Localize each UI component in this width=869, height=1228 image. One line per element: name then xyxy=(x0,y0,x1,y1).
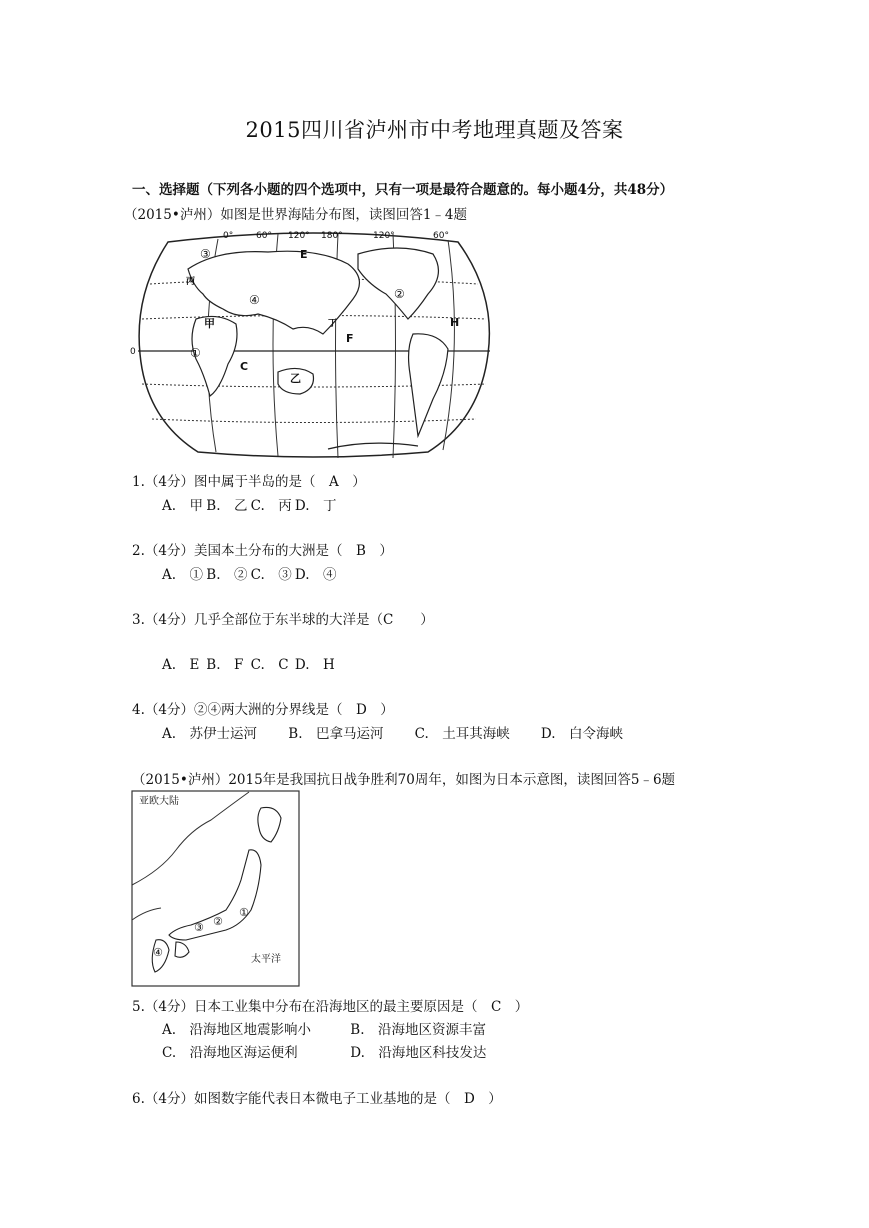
degree-label: 0° xyxy=(223,231,234,241)
region-label-jia: 甲 xyxy=(204,317,215,330)
question-3-stem: 3.（4分）几乎全部位于东半球的大洋是（C ） xyxy=(132,612,434,628)
question-4-stem: 4.（4分）②④两大洲的分界线是（ D ） xyxy=(132,702,394,718)
degree-label: 180° xyxy=(321,231,343,241)
option[interactable]: D. ④ xyxy=(294,567,337,583)
site-number-3: ③ xyxy=(194,921,204,934)
option[interactable]: D. H xyxy=(294,657,335,673)
option[interactable]: B. ② xyxy=(206,567,248,583)
site-number-2: ② xyxy=(213,915,223,928)
question-2-stem: 2.（4分）美国本土分布的大洲是（ B ） xyxy=(132,543,393,559)
continent-number-4: ④ xyxy=(249,293,260,307)
degree-label: 120° xyxy=(373,231,395,241)
option[interactable]: D. 丁 xyxy=(294,498,337,514)
ocean-label-h: H xyxy=(450,316,460,329)
option[interactable]: B. 巴拿马运河 xyxy=(288,726,384,742)
option[interactable]: D. 沿海地区科技发达 xyxy=(350,1045,487,1061)
section-heading: 一、选择题（下列各小题的四个选项中，只有一项是最符合题意的。每小题4分，共48分） xyxy=(132,182,674,198)
region-label-bing: 丙 xyxy=(186,277,196,287)
option[interactable]: C. 土耳其海峡 xyxy=(414,726,510,742)
option[interactable]: A. E xyxy=(162,657,200,673)
world-map xyxy=(128,224,498,464)
japan-map xyxy=(131,790,301,988)
ocean-label-e: E xyxy=(300,248,308,261)
option[interactable]: C. 沿海地区海运便利 xyxy=(162,1045,298,1061)
label-pacific: 太平洋 xyxy=(251,954,281,965)
question-1-stem: 1.（4分）图中属于半岛的是（ A ） xyxy=(132,474,366,490)
option[interactable]: C. C xyxy=(250,657,289,673)
intro-text-1: （2015•泸州）如图是世界海陆分布图，读图回答1﹣4题 xyxy=(124,207,467,223)
equator-label: 0 xyxy=(130,347,136,357)
question-1-options xyxy=(162,494,335,514)
site-number-1: ① xyxy=(239,906,249,919)
question-6-stem: 6.（4分）如图数字能代表日本微电子工业基地的是（ D ） xyxy=(132,1091,502,1107)
question-2-options xyxy=(162,563,335,583)
option[interactable]: A. 甲 xyxy=(162,498,204,514)
ocean-label-c: C xyxy=(240,360,249,373)
option[interactable]: B. 沿海地区资源丰富 xyxy=(350,1022,487,1038)
intro-text-2: （2015•泸州）2015年是我国抗日战争胜利70周年，如图为日本示意图，读图回答5﹣6题 xyxy=(132,772,676,788)
option[interactable]: C. 丙 xyxy=(250,498,292,514)
continent-number-3: ③ xyxy=(200,247,211,261)
degree-label: 120° xyxy=(288,231,310,241)
region-label-ding: 丁 xyxy=(328,319,338,329)
site-number-4: ④ xyxy=(153,946,163,959)
continent-number-2: ② xyxy=(394,287,405,301)
question-4-options xyxy=(162,722,651,742)
degree-label: 60° xyxy=(433,231,449,241)
continent-number-1: ① xyxy=(190,346,201,360)
option[interactable]: A. 沿海地区地震影响小 xyxy=(162,1022,312,1038)
option[interactable]: A. 苏伊士运河 xyxy=(162,726,258,742)
question-3-options xyxy=(162,653,335,673)
option[interactable]: C. ③ xyxy=(250,567,292,583)
region-label-yi: 乙 xyxy=(290,372,301,385)
question-5-options-row1 xyxy=(162,1018,486,1038)
option[interactable]: B. 乙 xyxy=(206,498,248,514)
question-5-options-row2 xyxy=(162,1041,486,1061)
page-title: 2015四川省泸州市中考地理真题及答案 xyxy=(245,118,624,142)
option[interactable]: D. 白令海峡 xyxy=(540,726,624,742)
label-eurasia: 亚欧大陆 xyxy=(139,796,179,807)
question-5-stem: 5.（4分）日本工业集中分布在沿海地区的最主要原因是（ C ） xyxy=(132,999,529,1015)
ocean-label-f: F xyxy=(346,332,354,345)
option[interactable]: A. ① xyxy=(162,567,204,583)
degree-label: 60° xyxy=(256,231,272,241)
option[interactable]: B. F xyxy=(206,657,244,673)
